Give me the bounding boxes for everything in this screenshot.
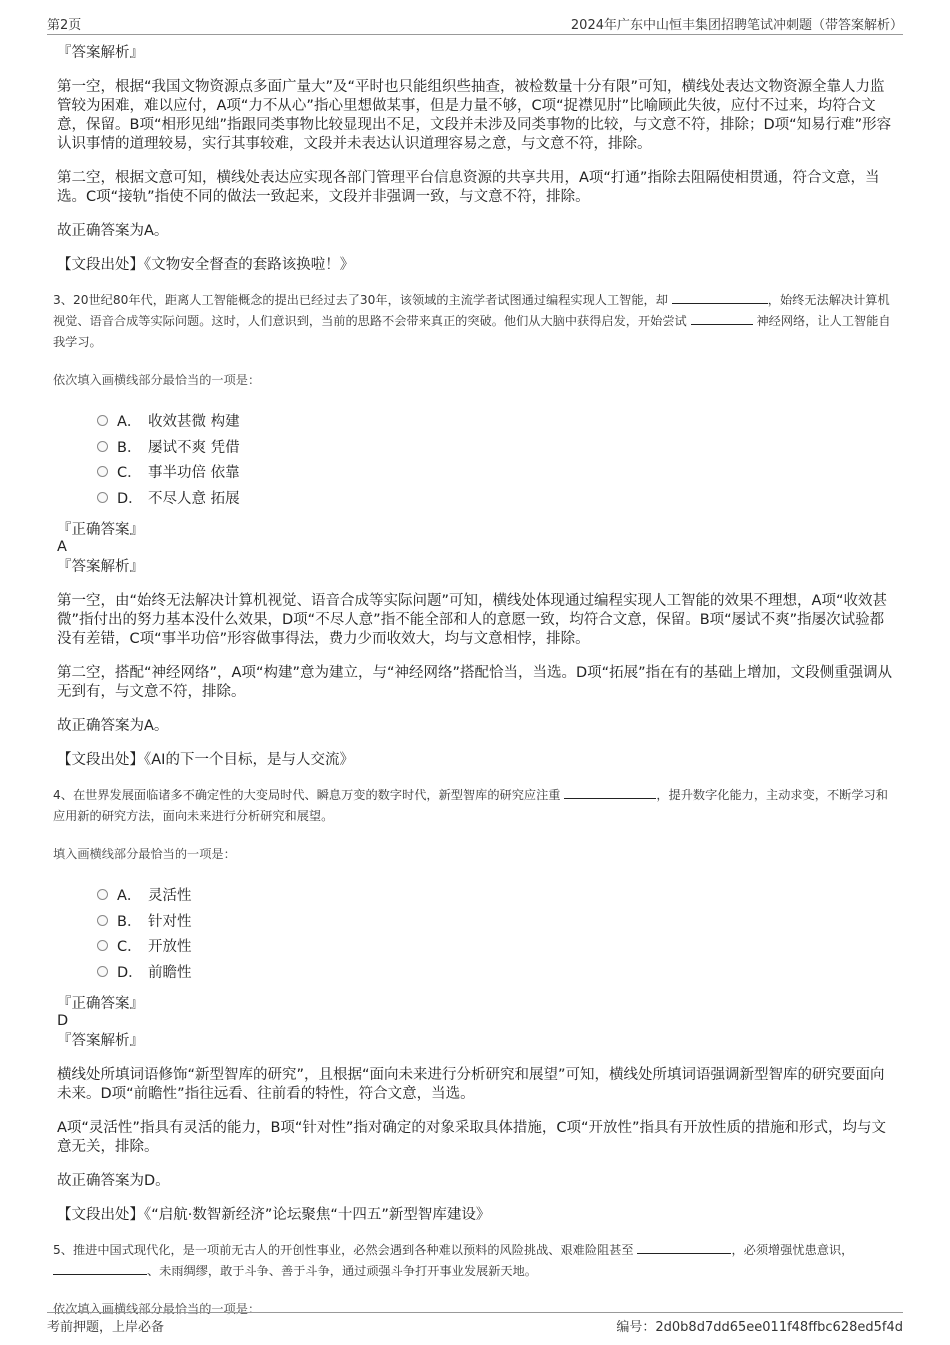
analysis-conclusion: 故正确答案为A。 bbox=[57, 718, 169, 734]
option-c[interactable]: C． 开放性 bbox=[97, 933, 898, 959]
analysis-label: 『答案解析』 bbox=[57, 1033, 144, 1049]
option-a[interactable]: A． 收效甚微 构建 bbox=[97, 408, 898, 434]
option-d[interactable]: D． 不尽人意 拓展 bbox=[97, 485, 898, 511]
analysis-paragraph: 第一空，根据“我国文物资源点多面广量大”及“平时也只能组织些抽查，被检数量十分有限”可知，横线处表达文物资源全靠人力监管较为困难，难以应付，A项“力不从心”指心里想做某事，但是力量不够，C项“捉襟见肘”比喻顾此失彼，应付不过来，均符合文意，保留。B项“相形见绌”指跟同类事物比较显现出不足，文段并未涉及同类事物的比较，与文意不符，排除；D项“知易行难”形容认识事情的道理较易，实行其事较难，文段并未表达认识道理容易之意，与文意不符，排除。 bbox=[57, 79, 892, 152]
question-prompt: 填入画横线部分最恰当的一项是： bbox=[53, 847, 236, 861]
analysis-paragraph: 第二空，搭配“神经网络”，A项“构建”意为建立，与“神经网络”搭配恰当，当选。D项“拓展”指在有的基础上增加，文段侧重强调从无到有，与文意不符，排除。 bbox=[57, 665, 893, 700]
question-prompt: 依次填入画横线部分最恰当的一项是： bbox=[53, 1302, 261, 1316]
question-3-options bbox=[97, 408, 898, 510]
analysis-conclusion: 故正确答案为A。 bbox=[57, 223, 169, 239]
page-number: 第2页 bbox=[47, 18, 82, 33]
q4-analysis bbox=[57, 1032, 898, 1225]
correct-answer-value: D bbox=[57, 1013, 69, 1029]
option-b[interactable]: B． 屡试不爽 凭借 bbox=[97, 434, 898, 460]
correct-answer-label: 『正确答案』 bbox=[57, 996, 144, 1012]
document-id: 编号：2d0b8d7dd65ee011f48ffbc628ed5f4d bbox=[616, 1320, 903, 1335]
fill-blank bbox=[564, 786, 656, 799]
analysis-paragraph: 横线处所填词语修饰“新型智库的研究”，且根据“面向未来进行分析研究和展望”可知，横线处所填词语强调新型智库的研究要面向未来。D项“前瞻性”指往远看、往前看的特性，符合文意，当选。 bbox=[57, 1067, 885, 1102]
question-prompt: 依次填入画横线部分最恰当的一项是： bbox=[53, 373, 261, 387]
source-citation: 【文段出处】《“启航·数智新经济”论坛聚焦“十四五”新型智库建设》 bbox=[57, 1207, 491, 1223]
document-body bbox=[53, 44, 898, 1337]
page-footer bbox=[47, 1312, 903, 1335]
question-3-stem: 3、20世纪80年代，距离人工智能概念的提出已经过去了30年，该领域的主流学者试图通过编程实现人工智能，却 ，始终无法解决计算机视觉、语音合成等实际问题。这时，人们意识到，当前的思路不会带来真正的突破。他们从大脑中获得启发，开始尝试 神经网络，让人工智能自我学习。 bbox=[53, 293, 891, 349]
radio-button[interactable] bbox=[97, 441, 108, 452]
correct-answer-value: A bbox=[57, 539, 67, 555]
fill-blank bbox=[691, 312, 753, 325]
fill-blank bbox=[637, 1241, 731, 1254]
footer-slogan: 考前押题，上岸必备 bbox=[47, 1320, 165, 1335]
radio-button[interactable] bbox=[97, 492, 108, 503]
analysis-label: 『答案解析』 bbox=[57, 559, 144, 575]
fill-blank bbox=[672, 291, 768, 304]
q3-analysis bbox=[57, 558, 898, 770]
page-header bbox=[47, 12, 903, 35]
question-4-stem: 4、在世界发展面临诸多不确定性的大变局时代、瞬息万变的数字时代，新型智库的研究应注重 ，提升数字化能力，主动求变，不断学习和应用新的研究方法，面向未来进行分析研究和展望。 bbox=[53, 788, 888, 823]
analysis-conclusion: 故正确答案为D。 bbox=[57, 1173, 170, 1189]
radio-button[interactable] bbox=[97, 415, 108, 426]
radio-button[interactable] bbox=[97, 966, 108, 977]
document-title: 2024年广东中山恒丰集团招聘笔试冲刺题（带答案解析） bbox=[570, 18, 903, 33]
question-5-stem: 5、推进中国式现代化，是一项前无古人的开创性事业，必然会遇到各种难以预料的风险挑战、艰难险阻甚至 ，必须增强忧患意识， 、未雨绸缪，敢于斗争、善于斗争，通过顽强斗争打开事业发展新天地。 bbox=[53, 1243, 854, 1278]
option-a[interactable]: A． 灵活性 bbox=[97, 882, 898, 908]
source-citation: 【文段出处】《文物安全督查的套路该换啦！》 bbox=[57, 257, 355, 273]
radio-button[interactable] bbox=[97, 940, 108, 951]
analysis-paragraph: 第一空，由“始终无法解决计算机视觉、语音合成等实际问题”可知，横线处体现通过编程实现人工智能的效果不理想，A项“收效甚微”指付出的努力基本没什么效果，D项“不尽人意”指不能全部和人的意愿一致，均符合文意，保留。B项“屡试不爽”指屡次试验都没有差错，C项“事半功倍”形容做事得法，费力少而收效大，均与文意相悖，排除。 bbox=[57, 593, 887, 647]
option-b[interactable]: B． 针对性 bbox=[97, 908, 898, 934]
radio-button[interactable] bbox=[97, 889, 108, 900]
correct-answer-label: 『正确答案』 bbox=[57, 522, 144, 538]
q2-analysis bbox=[57, 44, 898, 275]
analysis-label: 『答案解析』 bbox=[57, 45, 144, 61]
option-c[interactable]: C． 事半功倍 依靠 bbox=[97, 459, 898, 485]
fill-blank bbox=[53, 1262, 147, 1275]
radio-button[interactable] bbox=[97, 915, 108, 926]
question-4-options bbox=[97, 882, 898, 984]
analysis-paragraph: 第二空，根据文意可知，横线处表达应实现各部门管理平台信息资源的共享共用，A项“打通”指除去阻隔使相贯通，符合文意，当选。C项“接轨”指使不同的做法一致起来，文段并非强调一致，与文意不符，排除。 bbox=[57, 170, 880, 205]
source-citation: 【文段出处】《AI的下一个目标，是与人交流》 bbox=[57, 752, 354, 768]
option-d[interactable]: D． 前瞻性 bbox=[97, 959, 898, 985]
radio-button[interactable] bbox=[97, 466, 108, 477]
analysis-paragraph: A项“灵活性”指具有灵活的能力，B项“针对性”指对确定的对象采取具体措施，C项“开放性”指具有开放性质的措施和形式，均与文意无关，排除。 bbox=[57, 1120, 887, 1155]
